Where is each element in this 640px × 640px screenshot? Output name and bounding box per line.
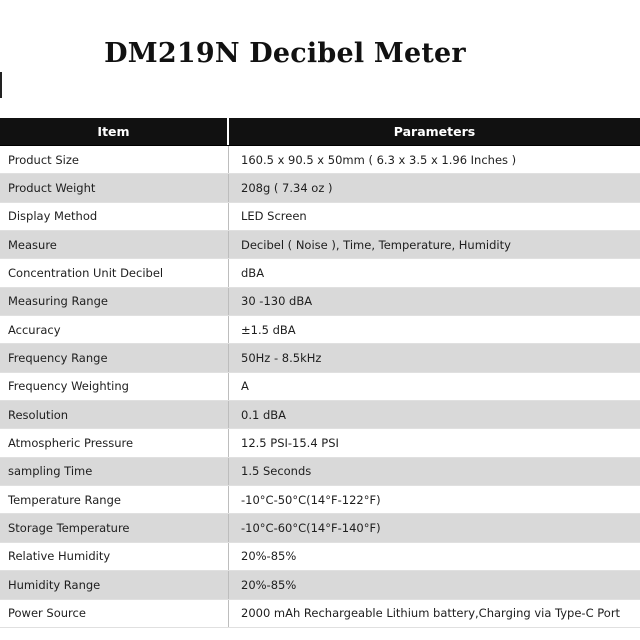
table-header-row <box>0 118 640 146</box>
row-item-label: Relative Humidity <box>0 543 229 570</box>
row-item-label: Power Source <box>0 600 229 627</box>
row-item-label: Measuring Range <box>0 288 229 315</box>
table-row <box>0 259 640 287</box>
row-parameter-value: 160.5 x 90.5 x 50mm ( 6.3 x 3.5 x 1.96 Inches ) <box>241 152 517 167</box>
row-item-label: Atmospheric Pressure <box>0 429 229 456</box>
page-title: DM219N Decibel Meter <box>104 38 466 69</box>
row-parameter-value: 0.1 dBA <box>241 407 287 422</box>
header-parameters: Parameters <box>393 124 476 139</box>
row-item-label: Product Weight <box>0 174 229 201</box>
row-parameter-value: ±1.5 dBA <box>241 322 296 337</box>
row-parameter-value: 20%-85% <box>241 577 297 592</box>
table-row <box>0 344 640 372</box>
row-item-label: Measure <box>0 231 229 258</box>
table-row <box>0 514 640 542</box>
table-row <box>0 373 640 401</box>
row-parameter-value: -10°C-50°C(14°F-122°F) <box>241 492 381 507</box>
header-item: Item <box>0 118 229 145</box>
table-row <box>0 543 640 571</box>
row-item-label: Storage Temperature <box>0 514 229 541</box>
row-parameter-value: 50Hz - 8.5kHz <box>241 351 322 366</box>
row-item-label: Accuracy <box>0 316 229 343</box>
table-row <box>0 316 640 344</box>
row-parameter-value: -10°C-60°C(14°F-140°F) <box>241 521 381 536</box>
row-parameter-value: 1.5 Seconds <box>241 464 312 479</box>
row-item-label: Product Size <box>0 146 229 173</box>
table-row <box>0 288 640 316</box>
row-parameter-value: A <box>241 379 249 394</box>
table-row <box>0 600 640 628</box>
row-parameter-value: 2000 mAh Rechargeable Lithium battery,Charging via Type-C Port <box>241 606 621 621</box>
row-parameter-value: Decibel ( Noise ), Time, Temperature, Humidity <box>241 237 511 252</box>
row-item-label: Frequency Range <box>0 344 229 371</box>
table-row <box>0 401 640 429</box>
left-edge-mark <box>0 72 2 98</box>
table-row <box>0 203 640 231</box>
row-parameter-value: 208g ( 7.34 oz ) <box>241 181 333 196</box>
table-row <box>0 146 640 174</box>
table-row <box>0 231 640 259</box>
row-item-label: Temperature Range <box>0 486 229 513</box>
row-item-label: Frequency Weighting <box>0 373 229 400</box>
table-row <box>0 486 640 514</box>
row-item-label: Humidity Range <box>0 571 229 598</box>
table-row <box>0 571 640 599</box>
table-row <box>0 429 640 457</box>
table-row <box>0 174 640 202</box>
row-item-label: Concentration Unit Decibel <box>0 259 229 286</box>
row-item-label: sampling Time <box>0 458 229 485</box>
row-item-label: Resolution <box>0 401 229 428</box>
table-body <box>0 146 640 628</box>
row-parameter-value: dBA <box>241 266 265 281</box>
row-parameter-value: 12.5 PSI-15.4 PSI <box>241 436 339 451</box>
row-item-label: Display Method <box>0 203 229 230</box>
table-row <box>0 458 640 486</box>
row-parameter-value: 20%-85% <box>241 549 297 564</box>
spec-table <box>0 118 640 628</box>
row-parameter-value: LED Screen <box>241 209 307 224</box>
row-parameter-value: 30 -130 dBA <box>241 294 313 309</box>
